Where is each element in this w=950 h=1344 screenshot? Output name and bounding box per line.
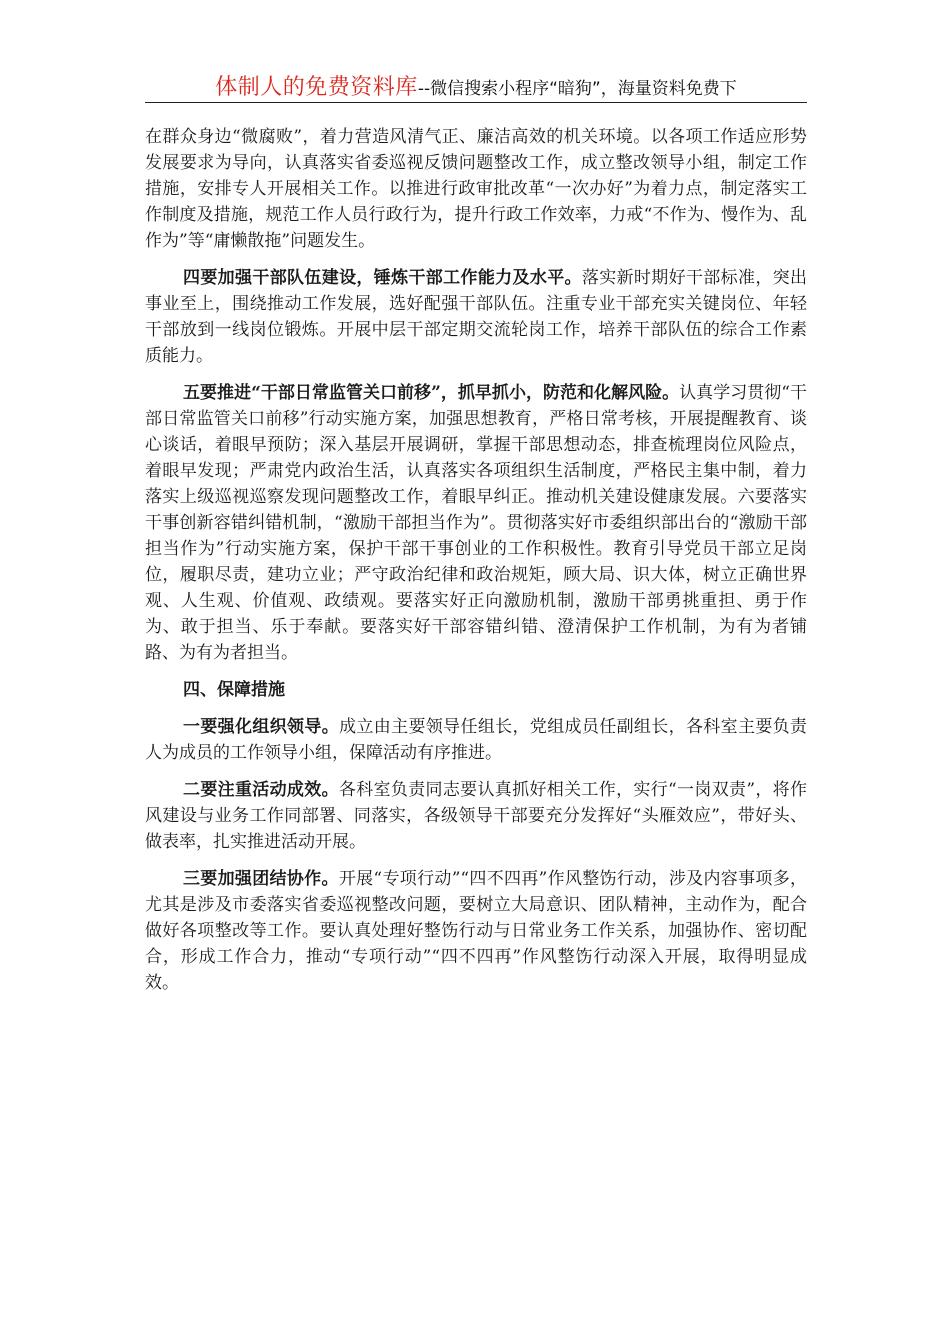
measure-cooperation: [145, 866, 807, 996]
paragraph-text: 在群众身边“微腐败”，着力营造风清气正、廉洁高效的机关环境。以各项工作适应形势发展要求为导向，认真落实省委巡视反馈问题整改工作，成立整改领导小组，制定工作措施，安排专人开展相关工作。以推进行政审批改革“一次办好”为着力点，制定落实工作制度及措施，规范工作人员行政行为，提升行政工作效率，力戒“不作为、慢作为、乱作为”等“庸懒散拖”问题发生。: [145, 127, 807, 251]
paragraph-text: 落实新时期好干部标准，突出事业至上，围绕推动工作发展，选好配强干部队伍。注重专业干部充实关键岗位、年轻干部放到一线岗位锻炼。开展中层干部定期交流轮岗工作，培养干部队伍的综合工作素质能力。: [145, 268, 808, 366]
measure-lead: 三要加强团结协作。: [183, 869, 339, 889]
section-heading: 四、保障措施: [183, 680, 285, 700]
measure-text: 开展“专项行动”“四不四再”作风整饬行动，涉及内容事项多，尤其是涉及市委落实省委巡视整改问题，要树立大局意识、团队精神，主动作为，配合做好各项整改等工作。要认真处理好整饬行动与日常业务工作关系，加强协作、密切配合，形成工作合力，推动“专项行动”“四不四再”作风整饬行动深入开展，取得明显成效。: [145, 869, 808, 993]
paragraph-text: 认真学习贯彻“干部日常监管关口前移”行动实施方案，加强思想教育，严格日常考核，开展提醒教育、谈心谈话，着眼早预防；深入基层开展调研，掌握干部思想动态，排查梳理岗位风险点，着眼早发现；严肃党内政治生活，认真落实各项组织生活制度，严格民主集中制，着力落实上级巡视巡察发现问题整改工作，着眼早纠正。推动机关建设健康发展。六要落实干事创新容错纠错机制，“激励干部担当作为”。贯彻落实好市委组织部出台的“激励干部担当作为”行动实施方案，保护干部干事创业的工作积极性。教育引导党员干部立足岗位，履职尽责，建功立业；严守政治纪律和政治规矩，顾大局、识大体，树立正确世界观、人生观、价值观、政绩观。要落实好正向激励机制，激励干部勇挑重担、勇于作为、敢于担当、乐于奉献。要落实好干部容错纠错、澄清保护工作机制，为有为者铺路、为有为者担当。: [145, 383, 807, 663]
paragraph-lead: 五要推进“干部日常监管关口前移”，抓早抓小，防范和化解风险。: [183, 383, 680, 403]
paragraph-lead: 四要加强干部队伍建设，锤炼干部工作能力及水平。: [183, 268, 582, 288]
paragraph-cadre-team: [145, 265, 807, 369]
measure-lead: 一要强化组织领导。: [183, 717, 340, 737]
paragraph-supervision: [145, 380, 807, 666]
measure-lead: 二要注重活动成效。: [183, 780, 339, 800]
measure-effectiveness: [145, 777, 807, 855]
paragraph-continuation: [145, 124, 807, 254]
measure-organization: [145, 714, 807, 766]
measure-text: 成立由主要领导任组长，党组成员任副组长，各科室主要负责人为成员的工作领导小组，保障活动有序推进。: [145, 717, 808, 763]
measure-text: 各科室负责同志要认真抓好相关工作，实行“一岗双责”，将作风建设与业务工作同部署、同落实，各级领导干部要充分发挥好“头雁效应”，带好头、做表率，扎实推进活动开展。: [145, 780, 807, 852]
document-body: [145, 124, 807, 1007]
header-tagline: --微信搜索小程序“暗狗”，海量资料免费下: [417, 79, 737, 99]
page-header: [145, 70, 807, 103]
header-brand: 体制人的免费资料库: [215, 75, 418, 100]
